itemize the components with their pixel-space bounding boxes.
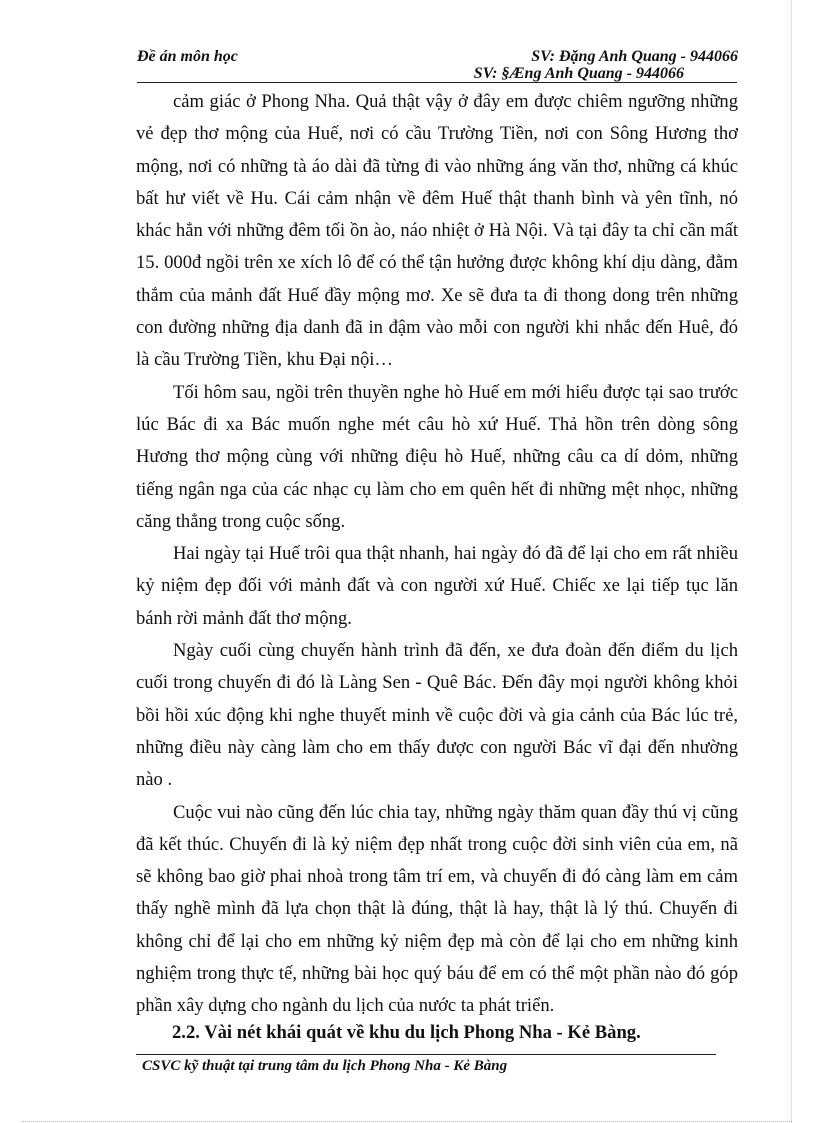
paragraph: Tối hôm sau, ngồi trên thuyền nghe hò Huế em mới hiểu được tại sao trước lúc Bác đi xa Bác muốn nghe mét câu hò xứ Huế. Thả hồn trên dòng sông Hương thơ mộng cùng với những điệu hò Huế, những câu ca dí dỏm, những tiếng ngân nga của các nhạc cụ làm cho em quên hết đi những mệt nhọc, những căng thẳng trong cuộc sống. bbox=[136, 381, 738, 532]
paragraph: Cuộc vui nào cũng đến lúc chia tay, những ngày thăm quan đầy thú vị cũng đã kết thúc. Chuyến đi là kỷ niệm đẹp nhất trong cuộc đời sinh viên của em, nã sẽ không bao giờ phai nhoà trong tâm trí em, và chuyến đi đó càng làm em cảm thấy nghề mình đã lựa chọn thật là đúng, thật là hay, thật là lý thú. Chuyến đi không chỉ để lại cho em những kỷ niệm đẹp mà còn để lại cho em những kinh nghiệm trong thực tế, những bài học quý báu để em có thể một phần nào đó góp phần xây dựng cho ngành du lịch của nước ta phát triển. bbox=[136, 801, 738, 1017]
header-student-name: SV: Đặng Anh Quang - 944066 bbox=[531, 48, 738, 65]
page-bottom-edge bbox=[22, 1121, 792, 1122]
footer-divider bbox=[136, 1054, 716, 1055]
body-text bbox=[136, 86, 738, 1023]
page-right-edge bbox=[791, 0, 792, 1123]
footer-text: CSVC kỹ thuật tại trung tâm du lịch Phong Nha - Kẻ Bàng bbox=[142, 1058, 508, 1074]
header-divider bbox=[137, 82, 737, 83]
paragraph: Ngày cuối cùng chuyến hành trình đã đến, xe đưa đoàn đến điểm du lịch cuối trong chuyến đi đó là Làng Sen - Quê Bác. Đến đây mọi người không khỏi bồi hồi xúc động khi nghe thuyết minh về cuộc đời và gia cảnh của Bác lúc trẻ, những điều này càng làm cho em thấy được con người Bác vĩ đại đến nhường nào . bbox=[136, 640, 738, 791]
paragraph: cảm giác ở Phong Nha. Quả thật vậy ở đây em được chiêm ngưỡng những vẻ đẹp thơ mộng của Huế, nơi có cầu Trường Tiền, nơi con Sông Hương thơ mộng, nơi có những tà áo dài đã từng đi vào những áng văn thơ, những cá khúc bất hư viết về Hu. Cái cảm nhận về đêm Huế thật thanh bình và yên tĩnh, nó khác hẳn với những đêm tối ồn ào, náo nhiệt ở Hà Nội. Và tại đây ta chỉ cần mất 15. 000đ ngồi trên xe xích lô để có thể tận hưởng được không khí dịu dàng, đằm thắm của mảnh đất Huế đầy mộng mơ. Xe sẽ đưa ta đi thong dong trên những con đường những địa danh đã in đậm vào mỗi con người khi nhắc đến Huê, đó là cầu Trường Tiền, khu Đại nội… bbox=[136, 91, 738, 371]
header-student-name-legacy-encoding: SV: §Æng Anh Quang - 944066 bbox=[473, 65, 684, 82]
section-heading: 2.2. Vài nét khái quát về khu du lịch Phong Nha - Kẻ Bàng. bbox=[172, 1022, 641, 1043]
paragraph: Hai ngày tại Huế trôi qua thật nhanh, hai ngày đó đã để lại cho em rất nhiều kỷ niệm đẹp đối với mảnh đất và con người xứ Huế. Chiếc xe lại tiếp tục lăn bánh rời mảnh đất thơ mộng. bbox=[136, 543, 738, 629]
header-course-title: Đề án môn học bbox=[137, 48, 238, 65]
